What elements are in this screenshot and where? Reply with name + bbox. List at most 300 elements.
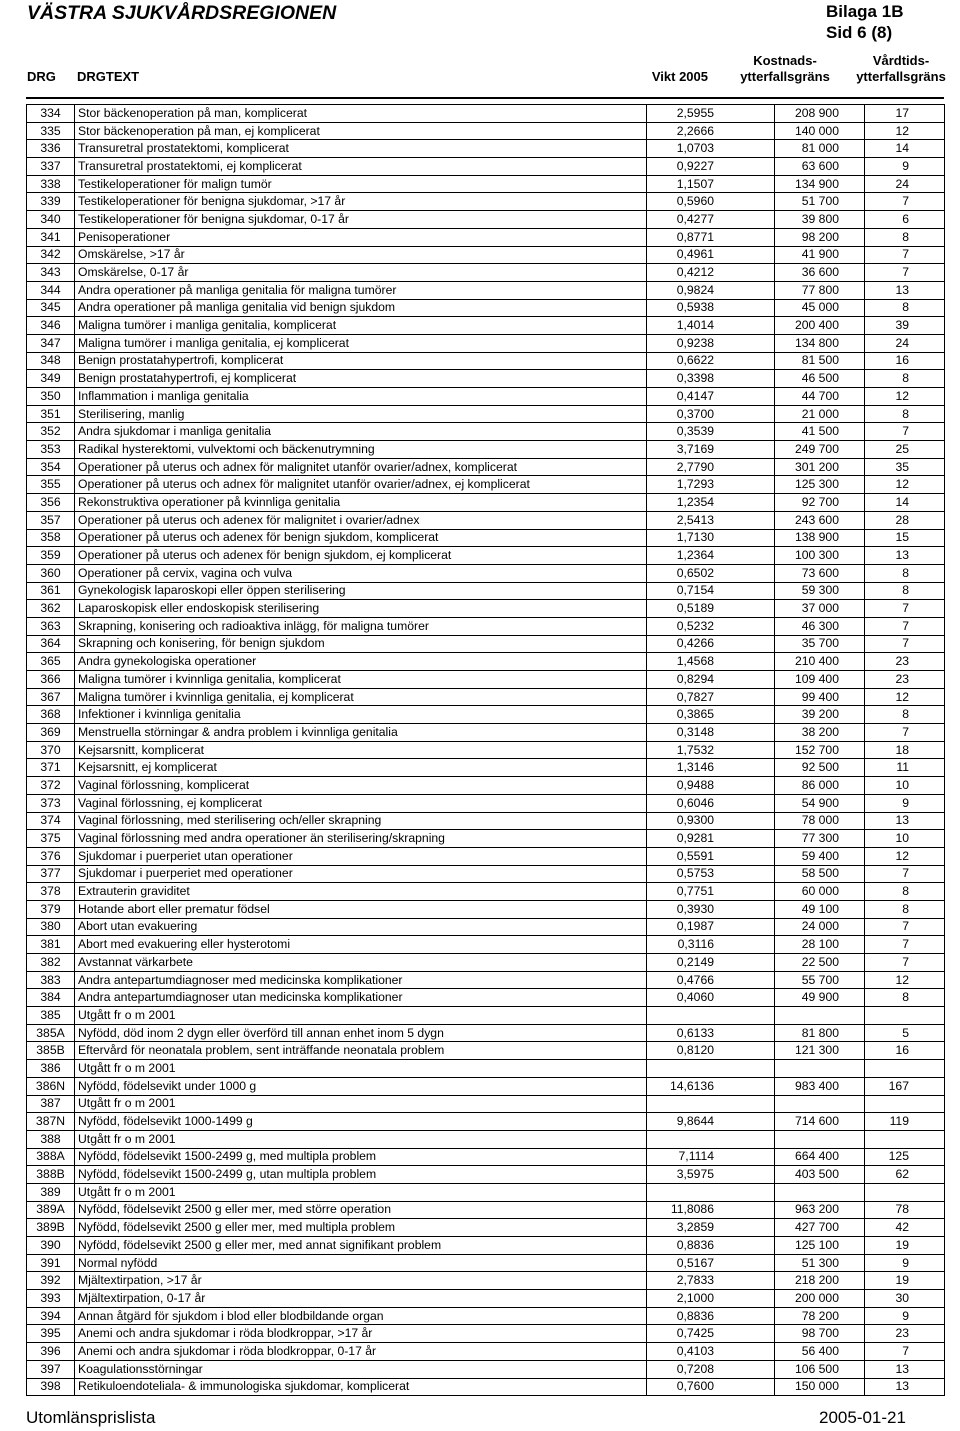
days-limit-value: 15	[865, 529, 945, 547]
days-limit-value	[865, 1130, 945, 1148]
appendix-label: Bilaga 1B	[826, 2, 904, 21]
drg-text: Nyfödd, födelsevikt 1000-1499 g	[75, 1113, 647, 1131]
drg-text: Utgått fr o m 2001	[75, 1007, 647, 1025]
weight-value: 2,7833	[647, 1272, 775, 1290]
drg-code: 365	[27, 653, 75, 671]
drg-code: 370	[27, 741, 75, 759]
days-limit-value: 16	[865, 352, 945, 370]
table-row	[27, 989, 945, 1007]
cost-limit-value: 77 300	[775, 830, 865, 848]
drg-text: Vaginal förlossning med andra operationer än sterilisering/skrapning	[75, 830, 647, 848]
days-limit-value	[865, 1183, 945, 1201]
drg-text: Transuretral prostatektomi, ej komplicerat	[75, 158, 647, 176]
drg-text: Maligna tumörer i kvinnliga genitalia, komplicerat	[75, 671, 647, 689]
days-limit-value	[865, 1095, 945, 1113]
weight-value: 0,8836	[647, 1237, 775, 1255]
weight-value: 0,7600	[647, 1378, 775, 1396]
drg-text: Eftervård för neonatala problem, sent inträffande neonatala problem	[75, 1042, 647, 1060]
cost-limit-value: 664 400	[775, 1148, 865, 1166]
drg-text: Hotande abort eller prematur födsel	[75, 900, 647, 918]
footer-date: 2005-01-21	[819, 1408, 906, 1427]
days-limit-value: 19	[865, 1237, 945, 1255]
table-row	[27, 175, 945, 193]
drg-code: 362	[27, 600, 75, 618]
weight-value	[647, 1130, 775, 1148]
cost-limit-value: 86 000	[775, 777, 865, 795]
appendix-block	[826, 1, 903, 43]
drg-text: Testikeloperationer för benigna sjukdomar, 0-17 år	[75, 211, 647, 229]
weight-value: 1,3146	[647, 759, 775, 777]
drg-text: Omskärelse, 0-17 år	[75, 264, 647, 282]
drg-code: 383	[27, 971, 75, 989]
days-limit-value: 7	[865, 193, 945, 211]
drg-code: 386	[27, 1060, 75, 1078]
weight-value: 2,7790	[647, 458, 775, 476]
cost-limit-value: 208 900	[775, 105, 865, 123]
cost-limit-value: 51 300	[775, 1254, 865, 1272]
drg-code: 372	[27, 777, 75, 795]
weight-value: 1,7293	[647, 476, 775, 494]
cost-limit-value: 24 000	[775, 918, 865, 936]
cost-limit-value: 59 300	[775, 582, 865, 600]
days-limit-value: 19	[865, 1272, 945, 1290]
drg-code: 382	[27, 954, 75, 972]
cost-limit-value: 106 500	[775, 1360, 865, 1378]
drg-code: 389B	[27, 1219, 75, 1237]
cost-limit-value: 92 700	[775, 494, 865, 512]
table-row	[27, 865, 945, 883]
drg-text: Anemi och andra sjukdomar i röda blodkroppar, >17 år	[75, 1325, 647, 1343]
days-limit-value: 167	[865, 1077, 945, 1095]
drg-code: 369	[27, 724, 75, 742]
table-row	[27, 794, 945, 812]
days-limit-value: 7	[865, 423, 945, 441]
weight-value: 1,2354	[647, 494, 775, 512]
drg-text: Infektioner i kvinnliga genitalia	[75, 706, 647, 724]
drg-code: 340	[27, 211, 75, 229]
days-limit-value: 12	[865, 122, 945, 140]
drg-code: 350	[27, 388, 75, 406]
drg-text: Maligna tumörer i manliga genitalia, komplicerat	[75, 317, 647, 335]
drg-code: 390	[27, 1237, 75, 1255]
drg-text: Utgått fr o m 2001	[75, 1130, 647, 1148]
days-limit-value: 9	[865, 1307, 945, 1325]
drg-text: Normal nyfödd	[75, 1254, 647, 1272]
table-row	[27, 635, 945, 653]
drg-text: Operationer på uterus och adenex för malignitet i ovarier/adnex	[75, 511, 647, 529]
cost-limit-value: 109 400	[775, 671, 865, 689]
table-row	[27, 547, 945, 565]
drg-text: Nyfödd, födelsevikt 1500-2499 g, utan multipla problem	[75, 1166, 647, 1184]
weight-value: 0,6622	[647, 352, 775, 370]
weight-value: 0,9300	[647, 812, 775, 830]
table-row	[27, 1201, 945, 1219]
cost-limit-value: 152 700	[775, 741, 865, 759]
drg-text: Operationer på uterus och adnex för malignitet utanför ovarier/adnex, komplicerat	[75, 458, 647, 476]
table-row	[27, 688, 945, 706]
drg-text: Skrapning och konisering, för benign sjukdom	[75, 635, 647, 653]
drg-code: 351	[27, 405, 75, 423]
cost-limit-value	[775, 1007, 865, 1025]
days-limit-value: 16	[865, 1042, 945, 1060]
days-limit-value: 35	[865, 458, 945, 476]
table-row	[27, 1325, 945, 1343]
drg-code: 388A	[27, 1148, 75, 1166]
weight-value: 14,6136	[647, 1077, 775, 1095]
days-limit-value: 23	[865, 1325, 945, 1343]
drg-code: 348	[27, 352, 75, 370]
weight-value: 1,4014	[647, 317, 775, 335]
drg-code: 395	[27, 1325, 75, 1343]
drg-code: 376	[27, 847, 75, 865]
cost-limit-value: 200 400	[775, 317, 865, 335]
column-header-drgtext: DRGTEXT	[77, 69, 140, 84]
weight-value: 0,5960	[647, 193, 775, 211]
drg-code: 388	[27, 1130, 75, 1148]
cost-limit-value: 78 000	[775, 812, 865, 830]
drg-text: Testikeloperationer för benigna sjukdomar, >17 år	[75, 193, 647, 211]
cost-limit-value: 983 400	[775, 1077, 865, 1095]
cost-limit-value: 44 700	[775, 388, 865, 406]
weight-value: 0,3148	[647, 724, 775, 742]
drg-text: Koagulationsstörningar	[75, 1360, 647, 1378]
weight-value: 0,3539	[647, 423, 775, 441]
cost-limit-value: 56 400	[775, 1343, 865, 1361]
drg-code: 355	[27, 476, 75, 494]
drg-code: 334	[27, 105, 75, 123]
cost-limit-value: 41 900	[775, 246, 865, 264]
weight-value: 0,5167	[647, 1254, 775, 1272]
table-row	[27, 1042, 945, 1060]
cost-limit-value: 714 600	[775, 1113, 865, 1131]
drg-text: Penisoperationer	[75, 228, 647, 246]
table-row	[27, 370, 945, 388]
drg-text: Operationer på cervix, vagina och vulva	[75, 564, 647, 582]
table-row	[27, 812, 945, 830]
table-row	[27, 918, 945, 936]
table-row	[27, 883, 945, 901]
weight-value: 0,9227	[647, 158, 775, 176]
drg-code: 397	[27, 1360, 75, 1378]
days-limit-value: 8	[865, 883, 945, 901]
weight-value: 0,7827	[647, 688, 775, 706]
days-limit-value: 7	[865, 617, 945, 635]
table-row	[27, 900, 945, 918]
cost-limit-value: 55 700	[775, 971, 865, 989]
days-limit-value: 12	[865, 971, 945, 989]
days-limit-value: 24	[865, 175, 945, 193]
weight-value: 0,9488	[647, 777, 775, 795]
table-row	[27, 193, 945, 211]
days-limit-value: 9	[865, 794, 945, 812]
table-row	[27, 140, 945, 158]
drg-text: Benign prostatahypertrofi, komplicerat	[75, 352, 647, 370]
weight-value: 0,3116	[647, 936, 775, 954]
drg-code: 343	[27, 264, 75, 282]
drg-text: Nyfödd, födelsevikt 2500 g eller mer, med större operation	[75, 1201, 647, 1219]
table-row	[27, 211, 945, 229]
drg-code: 371	[27, 759, 75, 777]
table-row	[27, 388, 945, 406]
cost-limit-value	[775, 1060, 865, 1078]
drg-code: 357	[27, 511, 75, 529]
days-limit-value: 8	[865, 706, 945, 724]
days-limit-value: 9	[865, 1254, 945, 1272]
drg-text: Andra antepartumdiagnoser med medicinska komplikationer	[75, 971, 647, 989]
cost-limit-value: 200 000	[775, 1290, 865, 1308]
days-limit-value: 62	[865, 1166, 945, 1184]
weight-value: 0,6133	[647, 1024, 775, 1042]
cost-limit-value: 77 800	[775, 281, 865, 299]
weight-value: 0,5591	[647, 847, 775, 865]
table-row	[27, 264, 945, 282]
drg-code: 377	[27, 865, 75, 883]
footer-price-list: Utomlänsprislista	[26, 1408, 156, 1427]
drg-code: 373	[27, 794, 75, 812]
weight-value: 0,5753	[647, 865, 775, 883]
drg-code: 361	[27, 582, 75, 600]
cost-limit-value: 210 400	[775, 653, 865, 671]
drg-code: 354	[27, 458, 75, 476]
cost-limit-value: 63 600	[775, 158, 865, 176]
weight-value: 1,7130	[647, 529, 775, 547]
drg-text: Nyfödd, födelsevikt 2500 g eller mer, med annat signifikant problem	[75, 1237, 647, 1255]
drg-text: Skrapning, konisering och radioaktiva inlägg, för maligna tumörer	[75, 617, 647, 635]
drg-code: 338	[27, 175, 75, 193]
organization-title: VÄSTRA SJUKVÅRDSREGIONEN	[27, 2, 337, 24]
days-limit-value: 7	[865, 635, 945, 653]
drg-code: 368	[27, 706, 75, 724]
weight-value	[647, 1095, 775, 1113]
drg-code: 394	[27, 1307, 75, 1325]
drg-text: Andra operationer på manliga genitalia vid benign sjukdom	[75, 299, 647, 317]
drg-code: 389A	[27, 1201, 75, 1219]
days-limit-value: 12	[865, 388, 945, 406]
drg-text: Nyfödd, födelsevikt 1500-2499 g, med multipla problem	[75, 1148, 647, 1166]
drg-code: 335	[27, 122, 75, 140]
drg-text: Nyfödd, födelsevikt 2500 g eller mer, med multipla problem	[75, 1219, 647, 1237]
drg-code: 364	[27, 635, 75, 653]
days-limit-value: 7	[865, 865, 945, 883]
weight-value: 0,3865	[647, 706, 775, 724]
cost-limit-value: 41 500	[775, 423, 865, 441]
cost-limit-value: 92 500	[775, 759, 865, 777]
cost-limit-value: 37 000	[775, 600, 865, 618]
days-limit-value: 6	[865, 211, 945, 229]
table-row	[27, 281, 945, 299]
weight-value: 0,7154	[647, 582, 775, 600]
days-limit-value: 18	[865, 741, 945, 759]
column-header-cost-line1: Kostnads-	[753, 53, 817, 68]
drg-table	[26, 104, 945, 1396]
cost-limit-value: 78 200	[775, 1307, 865, 1325]
table-row	[27, 405, 945, 423]
table-row	[27, 936, 945, 954]
drg-text: Retikuloendoteliala- & immunologiska sjukdomar, komplicerat	[75, 1378, 647, 1396]
weight-value: 0,3930	[647, 900, 775, 918]
drg-text: Transuretral prostatektomi, komplicerat	[75, 140, 647, 158]
days-limit-value: 8	[865, 228, 945, 246]
weight-value: 0,4147	[647, 388, 775, 406]
drg-text: Vaginal förlossning, komplicerat	[75, 777, 647, 795]
days-limit-value: 7	[865, 954, 945, 972]
drg-code: 391	[27, 1254, 75, 1272]
days-limit-value: 8	[865, 405, 945, 423]
drg-text: Operationer på uterus och adnex för malignitet utanför ovarier/adnex, ej komplicerat	[75, 476, 647, 494]
drg-text: Operationer på uterus och adenex för benign sjukdom, ej komplicerat	[75, 547, 647, 565]
cost-limit-value: 81 500	[775, 352, 865, 370]
cost-limit-value	[775, 1130, 865, 1148]
weight-value	[647, 1060, 775, 1078]
days-limit-value	[865, 1060, 945, 1078]
drg-code: 387N	[27, 1113, 75, 1131]
days-limit-value: 12	[865, 476, 945, 494]
cost-limit-value: 125 100	[775, 1237, 865, 1255]
days-limit-value: 7	[865, 600, 945, 618]
weight-value: 2,2666	[647, 122, 775, 140]
drg-code: 385	[27, 1007, 75, 1025]
cost-limit-value: 150 000	[775, 1378, 865, 1396]
drg-code: 388B	[27, 1166, 75, 1184]
cost-limit-value: 140 000	[775, 122, 865, 140]
column-header-days-line1: Vårdtids-	[872, 53, 930, 68]
days-limit-value: 8	[865, 370, 945, 388]
table-row	[27, 1130, 945, 1148]
table-row	[27, 511, 945, 529]
days-limit-value: 8	[865, 900, 945, 918]
weight-value: 0,3398	[647, 370, 775, 388]
cost-limit-value: 963 200	[775, 1201, 865, 1219]
table-row	[27, 1007, 945, 1025]
days-limit-value: 11	[865, 759, 945, 777]
weight-value: 0,8836	[647, 1307, 775, 1325]
column-header-weight: Vikt 2005	[651, 69, 708, 84]
days-limit-value: 8	[865, 582, 945, 600]
weight-value	[647, 1007, 775, 1025]
weight-value: 0,3700	[647, 405, 775, 423]
days-limit-value: 119	[865, 1113, 945, 1131]
days-limit-value: 13	[865, 812, 945, 830]
days-limit-value: 30	[865, 1290, 945, 1308]
header-divider	[26, 97, 944, 99]
days-limit-value: 8	[865, 299, 945, 317]
days-limit-value: 7	[865, 918, 945, 936]
weight-value: 0,6502	[647, 564, 775, 582]
drg-text: Annan åtgärd för sjukdom i blod eller blodbildande organ	[75, 1307, 647, 1325]
drg-text: Abort med evakuering eller hysterotomi	[75, 936, 647, 954]
table-row	[27, 476, 945, 494]
days-limit-value: 39	[865, 317, 945, 335]
cost-limit-value: 134 900	[775, 175, 865, 193]
weight-value: 0,2149	[647, 954, 775, 972]
cost-limit-value: 121 300	[775, 1042, 865, 1060]
cost-limit-value: 98 200	[775, 228, 865, 246]
weight-value: 0,8120	[647, 1042, 775, 1060]
table-row	[27, 1095, 945, 1113]
table-row	[27, 1237, 945, 1255]
drg-code: 346	[27, 317, 75, 335]
cost-limit-value	[775, 1095, 865, 1113]
drg-code: 358	[27, 529, 75, 547]
weight-value: 0,4103	[647, 1343, 775, 1361]
cost-limit-value: 49 100	[775, 900, 865, 918]
cost-limit-value: 46 300	[775, 617, 865, 635]
weight-value: 0,7208	[647, 1360, 775, 1378]
cost-limit-value: 28 100	[775, 936, 865, 954]
days-limit-value: 125	[865, 1148, 945, 1166]
drg-code: 375	[27, 830, 75, 848]
cost-limit-value: 21 000	[775, 405, 865, 423]
days-limit-value: 12	[865, 688, 945, 706]
weight-value: 9,8644	[647, 1113, 775, 1131]
days-limit-value: 24	[865, 334, 945, 352]
weight-value: 3,5975	[647, 1166, 775, 1184]
drg-code: 344	[27, 281, 75, 299]
table-row	[27, 617, 945, 635]
drg-text: Benign prostatahypertrofi, ej komplicerat	[75, 370, 647, 388]
table-row	[27, 830, 945, 848]
drg-table-body	[27, 105, 945, 1396]
cost-limit-value	[775, 1183, 865, 1201]
drg-text: Anemi och andra sjukdomar i röda blodkroppar, 0-17 år	[75, 1343, 647, 1361]
column-header-cost	[730, 53, 840, 85]
weight-value: 0,9824	[647, 281, 775, 299]
drg-text: Utgått fr o m 2001	[75, 1060, 647, 1078]
cost-limit-value: 38 200	[775, 724, 865, 742]
cost-limit-value: 54 900	[775, 794, 865, 812]
drg-code: 341	[27, 228, 75, 246]
table-row	[27, 423, 945, 441]
drg-text: Radikal hysterektomi, vulvektomi och bäckenutrymning	[75, 441, 647, 459]
table-row	[27, 1272, 945, 1290]
weight-value: 0,1987	[647, 918, 775, 936]
weight-value: 1,4568	[647, 653, 775, 671]
drg-code: 385B	[27, 1042, 75, 1060]
table-row	[27, 759, 945, 777]
drg-code: 360	[27, 564, 75, 582]
table-row	[27, 317, 945, 335]
days-limit-value: 9	[865, 158, 945, 176]
table-row	[27, 741, 945, 759]
weight-value: 1,7532	[647, 741, 775, 759]
table-row	[27, 564, 945, 582]
drg-code: 352	[27, 423, 75, 441]
days-limit-value: 14	[865, 140, 945, 158]
table-row	[27, 653, 945, 671]
drg-text: Gynekologisk laparoskopi eller öppen sterilisering	[75, 582, 647, 600]
days-limit-value: 5	[865, 1024, 945, 1042]
table-row	[27, 582, 945, 600]
table-row	[27, 724, 945, 742]
drg-code: 396	[27, 1343, 75, 1361]
drg-code: 367	[27, 688, 75, 706]
drg-code: 356	[27, 494, 75, 512]
weight-value: 0,5938	[647, 299, 775, 317]
days-limit-value: 7	[865, 264, 945, 282]
weight-value: 2,5413	[647, 511, 775, 529]
drg-code: 339	[27, 193, 75, 211]
table-row	[27, 334, 945, 352]
table-row	[27, 1378, 945, 1396]
cost-limit-value: 58 500	[775, 865, 865, 883]
days-limit-value: 78	[865, 1201, 945, 1219]
column-header-days-line2: ytterfallsgräns	[856, 69, 946, 84]
cost-limit-value: 134 800	[775, 334, 865, 352]
days-limit-value: 12	[865, 847, 945, 865]
drg-code: 342	[27, 246, 75, 264]
days-limit-value: 28	[865, 511, 945, 529]
drg-text: Sterilisering, manlig	[75, 405, 647, 423]
